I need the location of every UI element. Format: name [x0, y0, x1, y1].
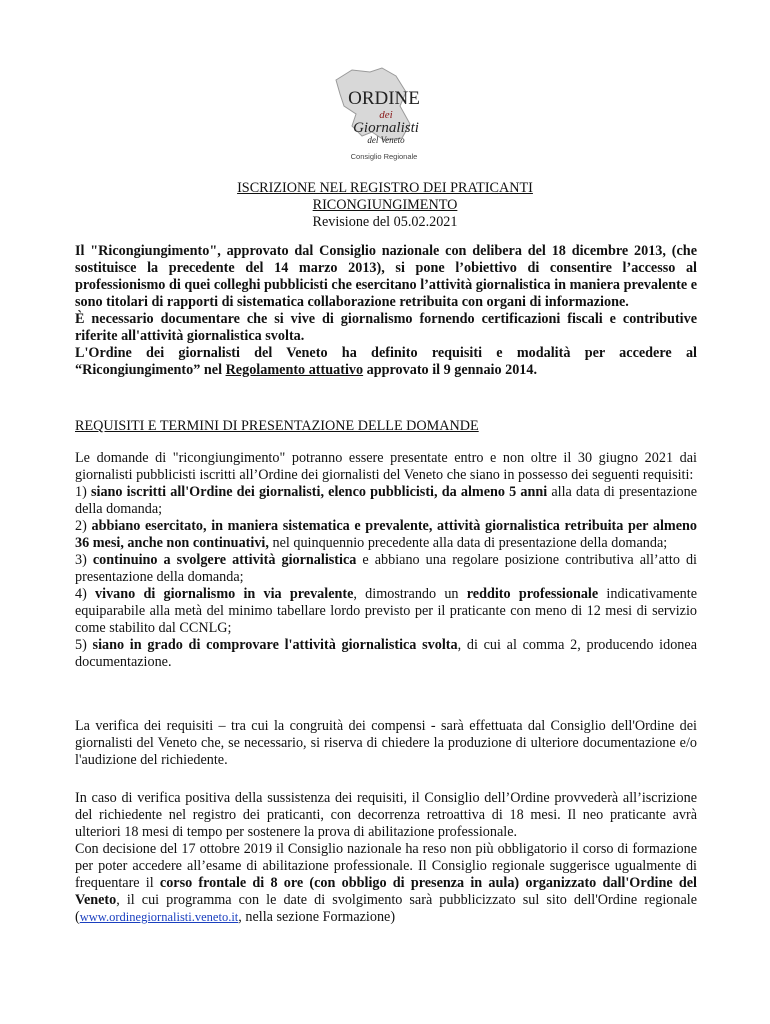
ordine-website-link[interactable]: www.ordinegiornalisti.veneto.it — [79, 910, 239, 924]
requisito-4-mid: , dimostrando un — [353, 586, 467, 602]
requisito-4 — [75, 586, 697, 637]
logo-dei: dei — [379, 109, 393, 121]
positive-p2-text-b: , il cui programma con le date di svolgimento sarà pubblicizzato sul sito dell'Ordine regionale ( — [75, 892, 697, 925]
requisito-3-number: 3) — [75, 552, 93, 568]
positive-paragraph-2 — [75, 841, 697, 926]
intro-paragraph-1: Il "Ricongiungimento", approvato dal Consiglio nazionale con delibera del 18 dicembre 2013, (che sostituisce la precedente del 14 marzo 2013), si pone l’obiettivo di consentire l’accesso al professionismo di quei colleghi pubblicisti che esercitano l’attività giornalistica in maniera prevalente e sono titolari di rapporti di sistematica collaborazione retribuita con organi di informazione. — [75, 243, 697, 310]
intro-section — [75, 243, 697, 379]
requisito-2-rest: nel quinquennio precedente alla data di presentazione della domanda; — [268, 535, 668, 551]
requisito-5-number: 5) — [75, 637, 93, 653]
positive-paragraph-1: In caso di verifica positiva della sussistenza dei requisiti, il Consiglio dell’Ordine provvederà all’iscrizione del richiedente nel registro dei praticanti, con decorrenza retroattiva di 18 mesi. Il neo praticante avrà ulteriori 18 mesi di tempo per sostenere la prova di abilitazione professionale. — [75, 790, 697, 840]
requisito-1-number: 1) — [75, 484, 91, 500]
ordine-giornalisti-logo — [322, 66, 442, 166]
document-subtitle: RICONGIUNGIMENTO — [312, 197, 458, 213]
verifica-positiva-section — [75, 790, 697, 926]
requisito-1-bold: siano iscritti all'Ordine dei giornalisti, elenco pubblicisti, da almeno 5 anni — [90, 484, 548, 500]
verifica-paragraph: La verifica dei requisiti – tra cui la congruità dei compensi - sarà effettuata dal Consiglio dell'Ordine dei giornalisti del Veneto che, se necessario, si riserva di chiedere la produzione di ulteriore documentazione e/o l'audizione del richiedente. — [75, 718, 697, 768]
regolamento-attuativo-link[interactable]: Regolamento attuativo — [225, 362, 364, 378]
intro-paragraph-2: È necessario documentare che si vive di giornalismo fornendo certificazioni fiscali e contributive riferite all'attività giornalistica svolta. — [75, 311, 697, 344]
requisito-5-bold: siano in grado di comprovare l'attività giornalistica svolta — [92, 637, 458, 653]
document-title: ISCRIZIONE NEL REGISTRO DEI PRATICANTI — [237, 180, 533, 196]
requisito-4-number: 4) — [75, 586, 96, 602]
document-header — [0, 180, 770, 231]
logo-del-veneto: del Veneto — [367, 135, 405, 145]
positive-p2-text-a: Con decisione del 17 ottobre 2019 il Consiglio nazionale ha reso non più obbligatorio il corso di formazione per poter accedere all’esame di abilitazione professionale. Il Consiglio regionale suggerisce ugualmente di frequentare il — [75, 841, 697, 891]
verifica-section — [75, 718, 697, 769]
requisito-2-number: 2) — [75, 518, 92, 534]
positive-p2-text-c: , nella sezione Formazione) — [238, 909, 396, 925]
requisiti-lead: Le domande di "ricongiungimento" potranno essere presentate entro e non oltre il 30 giugno 2021 dai giornalisti pubblicisti iscritti all’Ordine dei giornalisti del Veneto che siano in possesso dei seguenti requisiti: — [75, 450, 697, 483]
intro-paragraph-3 — [75, 345, 697, 379]
intro-p3-text-a: L'Ordine dei giornalisti del Veneto ha definito requisiti e modalità per accedere al “Ricongiungimento” nel — [75, 345, 697, 378]
requisito-4-rest: indicativamente equiparabile alla metà del minimo tabellare lordo previsto per il praticante con meno di 12 mesi di servizio come stabilito dal CCNLG; — [75, 586, 698, 636]
requisito-4-bold-2: reddito professionale — [466, 586, 599, 602]
requisito-4-bold: vivano di giornalismo in via prevalente — [95, 586, 354, 602]
logo-graphic — [322, 66, 442, 166]
requisito-3 — [75, 552, 697, 586]
requisito-3-bold: continuino a svolgere attività giornalistica — [92, 552, 357, 568]
requisito-3-rest: e abbiano una regolare posizione contributiva all’atto di presentazione della domanda; — [75, 552, 697, 585]
requisito-5 — [75, 637, 697, 671]
requisito-1-rest: alla data di presentazione della domanda; — [75, 484, 697, 517]
requisito-1 — [75, 484, 697, 518]
requisito-5-rest: , di cui al comma 2, producendo idonea documentazione. — [75, 637, 697, 670]
logo-ordine: ORDINE — [348, 88, 420, 109]
intro-p3-text-b: approvato il 9 gennaio 2014. — [363, 362, 538, 378]
corso-frontale-bold: corso frontale di 8 ore (con obbligo di presenza in aula) organizzato dall'Ordine del Veneto — [75, 875, 697, 908]
logo-giornalisti: Giornalisti — [353, 120, 419, 136]
revision-date: Revisione del 05.02.2021 — [312, 214, 458, 230]
requisiti-section — [75, 450, 697, 671]
logo-consiglio-regionale: Consiglio Regionale — [350, 152, 418, 161]
requisito-2 — [75, 518, 697, 552]
requisito-2-bold: abbiano esercitato, in maniera sistematica e prevalente, attività giornalistica retribuita per almeno 36 mesi, anche non continuativi, — [75, 518, 697, 551]
requisiti-section-title: REQUISITI E TERMINI DI PRESENTAZIONE DELLE DOMANDE — [75, 418, 479, 434]
